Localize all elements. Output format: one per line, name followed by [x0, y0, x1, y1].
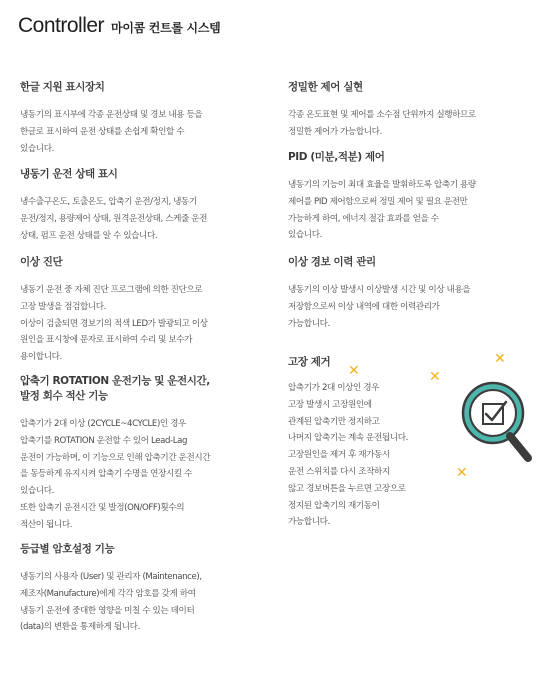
cross-mark-icon: ✕ — [494, 351, 506, 367]
section-title: 압축기 ROTATION 운전기능 및 운전시간, 발정 회수 적산 기능 — [20, 375, 210, 402]
section-body: 압축기가 2대 이상인 경우 고장 발생시 고장원인에 관계된 압축기만 정지하고 나머지 압축기는 계속 운전됩니다. 고장원인을 제거 후 재가동시 운전 스위치를 다시 조작하지 않고 경보버튼을 누르면 고장으로 정지된 압축기의 재기동이 가능합니다. — [288, 383, 408, 528]
section-body: 냉수출구온도, 토출온도, 압축기 운전/정지, 냉동기 운전/정지, 용량제어 상태, 원격운전상태, 스케줄 운전 상태, 펌프 운전 상태를 알 수 있습니다. — [20, 197, 208, 241]
section-status-display — [20, 167, 270, 244]
section-body: 냉동기의 표시부에 각종 운전상태 및 경보 내용 등을 한글로 표시하여 운전 상태를 손쉽게 확인할 수 있습니다. — [20, 110, 203, 154]
section-body: 냉동기의 사용자 (User) 및 관리자 (Maintenance), 제조자(Manufacture)에게 각각 암호를 갖게 하여 냉동기 운전에 중대한 영향을 미칠 수 있는 데이터 (data)의 변환을 통제하게 됩니다. — [20, 572, 202, 633]
title-korean: 마이콤 컨트롤 시스템 — [111, 21, 221, 35]
section-title: 이상 경보 이력 관리 — [288, 256, 376, 268]
cross-mark-icon: ✕ — [429, 369, 441, 385]
section-title: 등급별 암호설정 기능 — [20, 543, 115, 555]
section-body: 냉동기 운전 중 자체 진단 프로그램에 의한 진단으로 고장 발생을 점검합니다. 이상이 검출되면 경보기의 적색 LED가 발광되고 이상 원인을 표시창에 문자로 표시하여 수리 및 보수가 용이합니다. — [20, 285, 208, 363]
section-body: 압축기가 2대 이상 (2CYCLE~4CYCLE)인 경우 압축기를 ROTATION 운전할 수 있어 Lead-Lag 운전이 가능하며, 이 기능으로 인해 압축기간 운전시간 을 동등하게 유지시켜 압축기 수명을 연장시킬 수 있습니다. 또한 압축기 운전시간 및 발정(ON/OFF)횟수의 적산이 됩니다. — [20, 419, 211, 530]
section-body: 냉동기의 이상 발생시 이상발생 시간 및 이상 내용을 저장함으로써 이상 내역에 대한 이력관리가 가능합니다. — [288, 285, 471, 329]
section-body: 냉동기의 기능이 최대 효율을 발휘하도록 압축기 용량 제어를 PID 제어함으로써 정밀 제어 및 필요 운전만 가능하게 하여, 에너지 절감 효과를 얻을 수 있습니다. — [288, 180, 476, 241]
title-english: Controller — [18, 14, 105, 37]
section-title: 정밀한 제어 실현 — [288, 81, 363, 93]
section-hangul-display — [20, 80, 270, 157]
section-compressor-rotation — [20, 374, 275, 534]
page-header — [18, 14, 220, 38]
section-title: 이상 진단 — [20, 256, 63, 268]
section-alarm-history — [288, 255, 538, 332]
cross-mark-icon: ✕ — [456, 465, 468, 481]
section-fault-diagnosis — [20, 255, 270, 366]
section-fault-removal — [288, 355, 448, 531]
cross-mark-icon: ✕ — [348, 363, 360, 379]
section-title: 한글 지원 표시장치 — [20, 81, 105, 93]
section-title: 냉동기 운전 상태 표시 — [20, 168, 118, 180]
section-body: 각종 온도표현 및 제어를 소수점 단위까지 실행하므로 정밀한 제어가 가능합니다. — [288, 110, 476, 137]
magnifier-checkmark-icon — [456, 378, 538, 481]
section-title: PID (미분,적분) 제어 — [288, 151, 385, 163]
section-precise-control — [288, 80, 538, 141]
section-pid-control — [288, 150, 538, 244]
section-password-levels — [20, 542, 270, 636]
section-title: 고장 제거 — [288, 356, 331, 368]
